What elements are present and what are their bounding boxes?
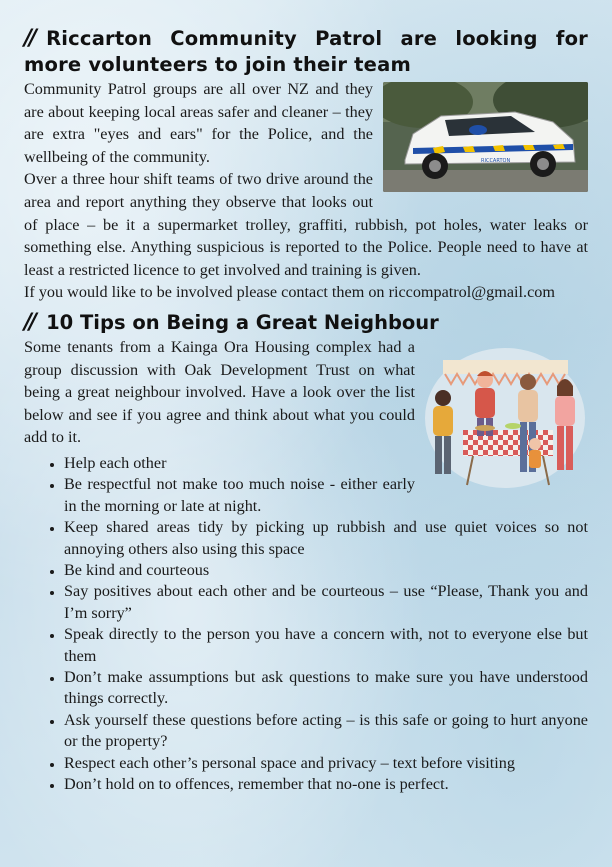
double-slash-icon: //	[24, 309, 35, 335]
list-item: • Don’t make assumptions but ask questions to make sure you have understood things correctly.	[64, 667, 588, 710]
section2-title: 10 Tips on Being a Great Neighbour	[46, 310, 439, 334]
patrol-car-photo	[383, 82, 588, 192]
section1-paragraph2: Over a three hour shift teams of two drive around the area and report anything they observe that looks out of place – be it a supermarket trolley, graffiti, rubbish, pot holes, water leaks or something else. Anything suspicious is reported to the Police. People need to have at least a restricted licence to get involved and training is given.	[24, 170, 588, 279]
list-item: • Help each other	[64, 453, 588, 474]
tips-list	[24, 453, 588, 796]
list-item: • Be respectful not make too much noise - either early in the morning or late at night.	[64, 474, 588, 517]
list-item: • Keep shared areas tidy by picking up rubbish and use quiet voices so not annoying others also using this space	[64, 517, 588, 560]
list-item: • Respect each other’s personal space and privacy – text before visiting	[64, 753, 588, 774]
section1-paragraph1: Community Patrol groups are all over NZ and they are about keeping local areas safer and cleaner – they are extra "eyes and ears" for the Police, and the wellbeing of the community.	[24, 80, 373, 166]
section2-intro: Some tenants from a Kainga Ora Housing complex had a group discussion with Oak Development Trust on what being a great neighbour involved. Have a look over the list below and see if you agree and think about what you could add to it.	[24, 337, 415, 447]
list-item: • Speak directly to the person you have a concern with, not to everyone else but them	[64, 624, 588, 667]
list-item: • Ask yourself these questions before acting – is this safe or going to hurt anyone or the property?	[64, 710, 588, 753]
list-item: • Be kind and courteous	[64, 560, 588, 581]
section1-paragraph3: If you would like to be involved please contact them on riccompatrol@gmail.com	[24, 283, 555, 302]
list-item: • Say positives about each other and be courteous – use “Please, Thank you and I’m sorry”	[64, 581, 588, 624]
page	[24, 26, 588, 795]
section1-heading	[24, 26, 588, 78]
section1-title: Riccarton Community Patrol are looking for more volunteers to join their team	[24, 27, 588, 76]
neighbours-illustration	[423, 340, 588, 490]
double-slash-icon: //	[24, 26, 35, 51]
list-item: • Don’t hold on to offences, remember that no-one is perfect.	[64, 774, 588, 795]
section2-heading	[24, 310, 588, 336]
car-logo-text: RICCARTON	[481, 158, 511, 164]
